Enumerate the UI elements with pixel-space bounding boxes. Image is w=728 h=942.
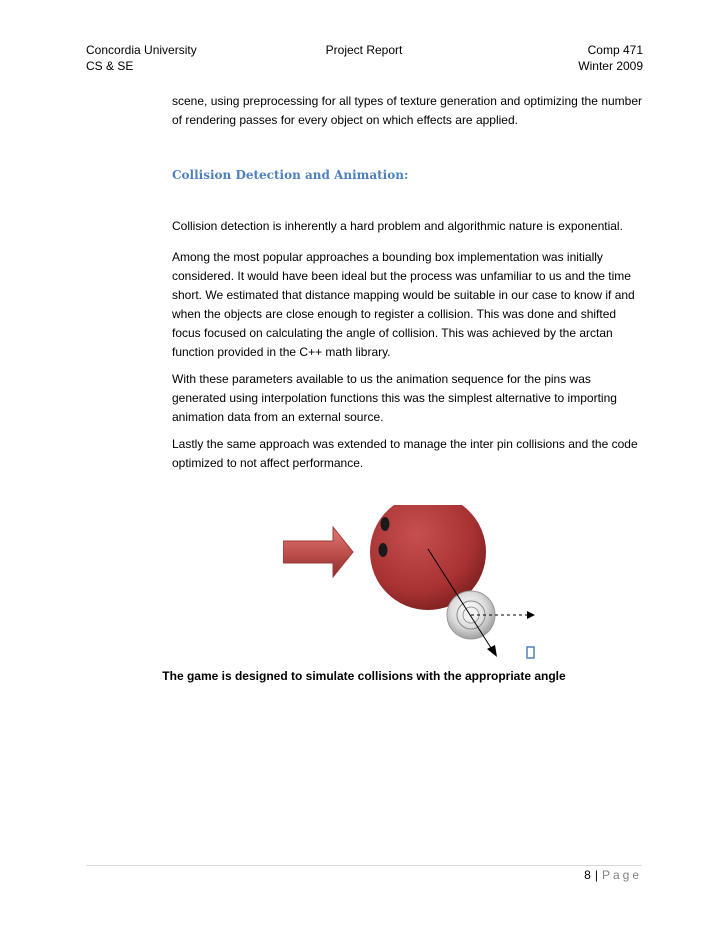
header-university: Concordia University	[86, 43, 197, 57]
footer-divider	[86, 865, 642, 866]
motion-arrow-icon	[283, 527, 353, 577]
header-term: Winter 2009	[578, 59, 643, 73]
page-label: Page	[601, 868, 642, 882]
page-footer	[584, 868, 642, 882]
header-department: CS & SE	[86, 59, 134, 73]
paragraph-1: Collision detection is inherently a hard problem and algorithmic nature is exponential.	[172, 219, 623, 233]
figure-caption: The game is designed to simulate collisions with the appropriate angle	[162, 669, 566, 683]
header-course: Comp 471	[587, 43, 643, 57]
paragraph-2: Among the most popular approaches a bounding box implementation was initially considered. It would have been ideal but the process was unfamiliar to us and the time short. We estimated that distance mapping would be suitable in our case to know if and when the objects are close enough to register a collision. This was done and shifted focus focused on calculating the angle of collision. This was achieved by the arctan function provided in the C++ math library.	[172, 250, 635, 359]
collision-vector-arrowhead-icon	[487, 645, 497, 657]
paragraph-4: Lastly the same approach was extended to manage the inter pin collisions and the code optimized to not affect performance.	[172, 437, 638, 470]
collision-diagram	[283, 505, 543, 665]
collision-figure	[283, 505, 543, 665]
footer-separator: |	[594, 868, 598, 882]
header-title: Project Report	[325, 43, 403, 57]
section-body	[172, 217, 642, 481]
finger-hole	[381, 517, 390, 531]
page-number: 8	[584, 868, 591, 882]
finger-hole	[379, 543, 388, 557]
dashed-axis-arrowhead-icon	[527, 611, 535, 619]
angle-marker	[527, 647, 534, 658]
paragraph-3: With these parameters available to us the animation sequence for the pins was generated using interpolation functions this was the simplest alternative to importing animation data from an external source.	[172, 372, 617, 424]
section-heading: Collision Detection and Animation:	[172, 168, 409, 182]
intro-paragraph: scene, using preprocessing for all types of texture generation and optimizing the number of rendering passes for every object on which effects are applied.	[172, 94, 642, 127]
header-right	[578, 42, 643, 74]
